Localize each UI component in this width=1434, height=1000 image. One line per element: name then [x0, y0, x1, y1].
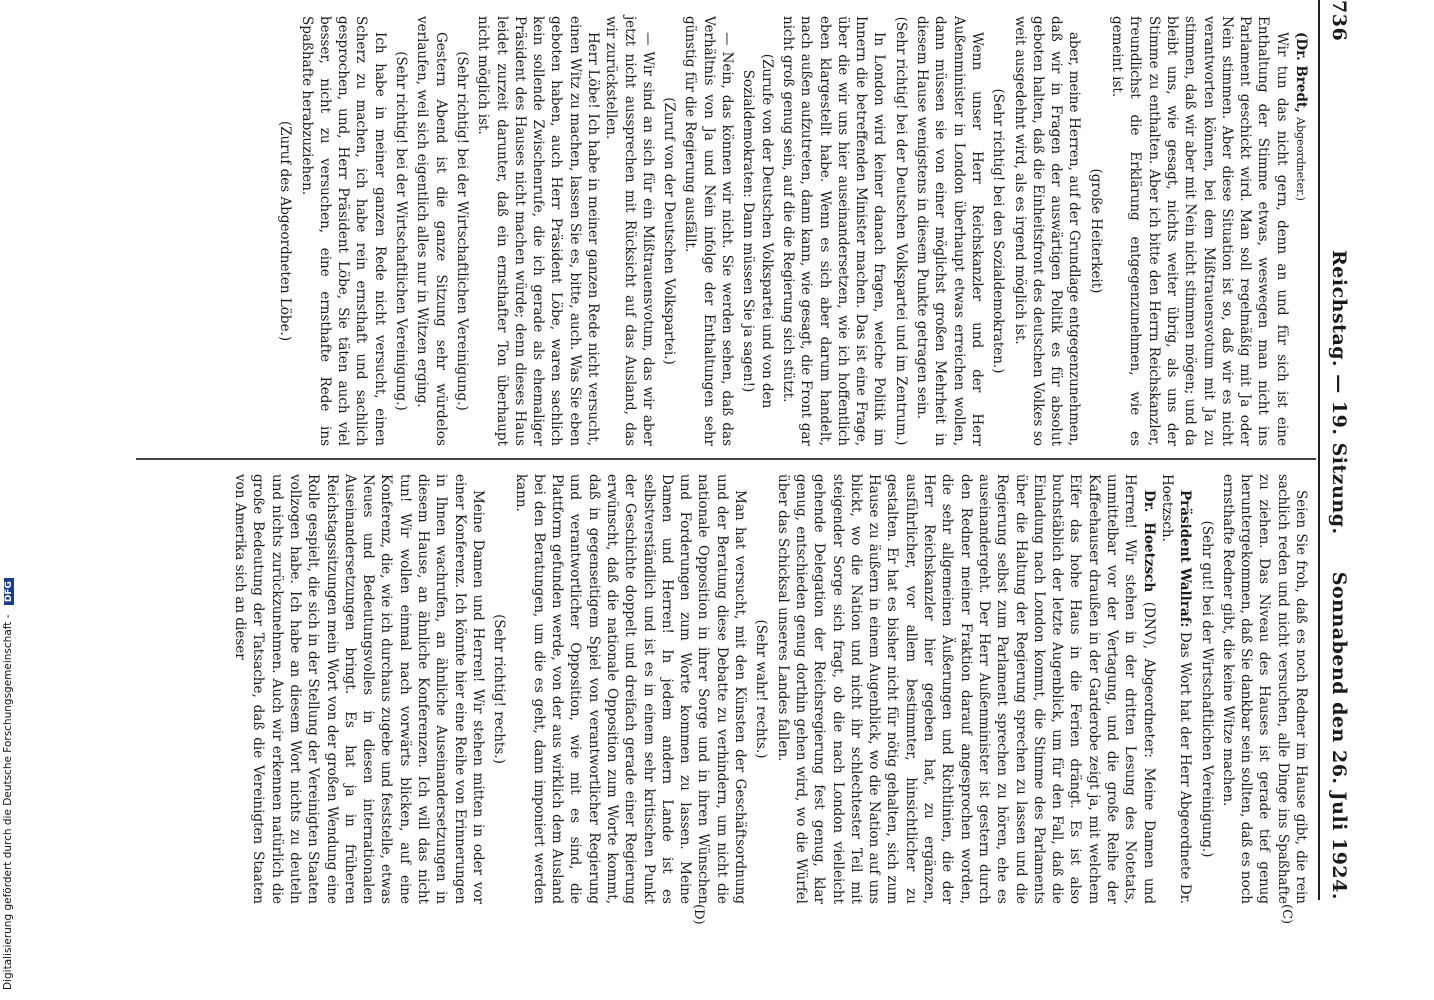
body-paragraph: [413, 16, 450, 446]
header-rule: [1318, 0, 1320, 900]
rotated-page: [110, 0, 1360, 940]
paragraph-text: In London wird keiner danach fragen, welche Politik im Innern die betreffenden Minister machen. Das ist eine Frage, über die wir uns hier auseinandersetzen, wie ich hoffentlich eben klargestellt habe. Wenn es sich aber darum handelt, nach außen aufzutreten, dann kann, wie gesagt, die Front gar nicht groß genug sein, auf die die Regierung sich stützt.: [779, 16, 888, 446]
paragraph-text: — Wir sind an sich für ein Mißtrauensvotum, das wir aber jetzt nicht aussprechen mit Rücksicht auf das Ausland, das wir zurückstellen.: [603, 16, 656, 446]
interjection: (Zuruf des Abgeordneten Löbe.): [277, 120, 294, 342]
body-paragraph: [231, 474, 487, 904]
paragraph-text: Das Wort hat der Herr Abgeordnete Dr. Hoetzsch.: [1158, 474, 1194, 904]
page-header: [1324, 0, 1350, 900]
header-title: Reichstag. — 19. Sitzung.: [1328, 250, 1350, 535]
interjection: (Sehr richtig! bei den Sozialdemokraten.): [990, 88, 1007, 374]
interjection: (Zurufe von der Deutschen Volkspartei und von den Sozialdemokraten: Dann müssen Sie ja sagen!): [740, 53, 775, 409]
paragraph-text: Herr Löbe! Ich habe in meiner ganzen Rede nicht versucht, einen Witz zu machen, lassen Sie es, bitte, auch. Was Sie eben geboten haben, auch Herr Präsident Löbe, waren sachlich kein sollende Zwischenrufe, die ich gerade als ehemaliger Präsident des Hauses nicht machen würde; denn dieses Haus leidet zurzeit darunter, daß ein ernsthafter Ton überhaupt nicht möglich ist.: [475, 16, 602, 446]
page-number: 736: [1328, 0, 1350, 42]
paragraph-text: Gestern Abend ist die ganze Sitzung sehr würdelos verlaufen, weil sich eigentlich alles nur in Witzen erging.: [414, 16, 449, 446]
body-paragraph: [913, 16, 986, 446]
speaker-name: Präsident Wallraf:: [1177, 490, 1194, 628]
interjection: (große Heiterkeit): [1087, 168, 1104, 294]
digitization-note: [2, 10, 14, 990]
body-paragraph: [779, 16, 889, 446]
paragraph-text: (DNV), Abgeordneter: Meine Damen und Herren! Wir stehen in der dritten Lesung des Notetats, unmittelbar vor der Vertagung, und die große Reihe der Kaffeehauser draußen in der Garderobe zeigt ja, mit welchem Eifer das hohe Haus in die Ferien drängt. Es ist also buchstäblich der letzte Augenblick, um für den Fall, daß die Einladung nach London kommt, die Stimme des Parlaments über die Haltung der Regierung sprechen zu lassen und die Regierung selbst zum Parlament sprechen zu hören, ehe es auseinandergeht. Der Herr Außenminister ist gestern durch den Redner meiner Fraktion darauf angesprochen worden, die sehr allgemeinen Äußerungen und Richtlinien, die der Herr Reichskanzler hier gegeben hat, zu ergänzen, ausführlicher, vor allem bestimmter, hinsichtlicher zu gestalten. Er hat es bisher nicht für nötig gehalten, sich zum Hause zu äußern in einem Augenblick, wo die Nation auf uns blickt, wo die Nation und nicht ihr schlechtester Teil mit steigender Sorge sich fragt, ob die nach London vielleicht gehende Delegation der Reichsregierung fest genug, klar genug, entschieden genug dorthin gehen wird, wo die Würfel über das Schicksal unseres Landes fallen.: [774, 474, 1157, 904]
left-column: [273, 16, 1310, 446]
body-paragraph: [511, 474, 749, 904]
body-paragraph: [602, 16, 657, 446]
body-paragraph: [1291, 16, 1310, 446]
body-paragraph: [1108, 16, 1291, 446]
margin-marker-c: (C): [1279, 904, 1294, 925]
paragraph-text: Meine Damen und Herren! Wir stehen mitten in oder vor einer Konferenz. Ich könnte hier eine Reihe von Erinnerungen in Ihnen wachrufen, an ähnliche Auseinandersetzungen in diesem Hause, an ähnliche Konferenzen. Ich will das nicht tun! Wir wollen einmal nach vorwärts blicken, auf eine Konferenz, die, wie ich durchaus zugebe und feststelle, etwas Neues und Bedeutungsvolles in diesen internationalen Auseinandersetzungen bringt. Es hat ja in früheren Reichstagssitzungen mein Wort von der großen Wendung eine Rolle gespielt, die sich in der Stellung der Vereinigten Staaten vollzogen habe. Ich habe an diesem Wort nichts zu deuteln und nichts zurückzunehmen. Auch wir erkennen natürlich die große Bedeutung der Tatsache, daß die Vereinigten Staaten von Amerika sich an dieser: [232, 474, 486, 904]
paragraph-text: Seien Sie froh, daß es noch Redner im Hause gibt, die rein sachlich reden und nicht versuchen, alle Dinge ins Spaßhafte zu ziehen. Das Niveau des Hauses ist gerade tief genug heruntergekommen, daß Sie dankbar sein sollten, daß es noch ernsthafte Redner gibt, die keine Witze machen.: [1219, 474, 1309, 904]
digitization-note-text: Digitalisierung gefördert durch die Deutsche Forschungsgemeinschaft -: [2, 614, 14, 990]
interjection: (Sehr richtig! bei der Deutschen Volkspartei und im Zentrum.): [892, 16, 909, 446]
body-paragraph: [1219, 474, 1310, 904]
paragraph-text: Wenn unser Herr Reichskanzler und der Herr Außenminister in London überhaupt etwas erreichen wollen, dann müssen sie von einer möglichst großen Mehrheit in diesem Hause wenigstens in diesem Punkte getragen sein.: [914, 16, 985, 446]
column-divider: [136, 458, 1316, 460]
paragraph-text: Ich habe in meiner ganzen Rede nicht versucht, einen Scherz zu machen, ich habe rein ernsthaft und sachlich gesprochen, und, Herr Präsident Löbe, Sie täten auch viel besser, nicht zu versuchen, eine ernsthafte Rede ins Spaßhafte herabzuziehen.: [298, 16, 388, 446]
speaker-name: (Dr. Bredt,: [1293, 32, 1309, 113]
body-paragraph: [773, 474, 1157, 904]
interjection: (Sehr richtig! bei der Wirtschaftlichen Vereinigung.): [393, 51, 410, 411]
interjection: (Zuruf von der Deutschen Volkspartei.): [661, 97, 678, 365]
right-column: [231, 474, 1310, 904]
body-paragraph: [297, 16, 388, 446]
body-paragraph: [1010, 16, 1083, 446]
speaker-note: Abgeordneter.): [1294, 117, 1307, 201]
dfg-logo: DFG: [4, 578, 14, 605]
margin-marker-d: (D): [691, 904, 706, 925]
paragraph-text: Man hat versucht, mit den Künsten der Geschäftsordnung und der Beratung diese Debatte zu verhindern, um nicht die nationale Opposition in ihrer Sorge und in ihren Wünschen und Forderungen zum Worte kommen zu lassen. Meine Damen und Herren! In jedem andern Lande ist es selbstverständlich und ist es in einem sehr kritischen Punkt der Geschichte doppelt und dreifach gerade einer Regierung erwünscht, daß die nationale Opposition zum Worte kommt, daß in gegenseitigem Spiel von verantwortlicher Regierung und verantwortlicher Opposition, wie mit es sind, die Plattform gefunden werde, von der aus wirklich dem Ausland bei den Beratungen, um die es geht, dann imponiert werden kann.: [512, 474, 749, 904]
paragraph-text: aber, meine Herren, auf der Grundlage entgegenzunehmen, daß wir in Fragen der auswärtigen Politik es für absolut geboten halten, daß die Einheitsfront des deutschen Volkes so weit ausgedehnt wird, als es irgend möglich ist.: [1011, 16, 1083, 446]
interjection: (Sehr wahr! rechts.): [753, 619, 770, 759]
interjection: (Sehr gut! bei der Wirtschaftlichen Vereinigung.): [1198, 520, 1215, 858]
body-paragraph: [681, 16, 736, 446]
interjection: (Sehr richtig! bei der Wirtschaftlichen Vereinigung.): [453, 51, 470, 411]
paragraph-text: — Nein, das können wir nicht. Sie werden sehen, daß das Verhältnis von Ja und Nein infolge der Enthaltungen sehr günstig für die Regierung ausfällt.: [682, 16, 736, 446]
interjection: (Sehr richtig! rechts.): [491, 614, 508, 764]
header-date: Sonnabend den 26. Juli 1924.: [1328, 571, 1350, 900]
speaker-name: Dr. Hoetzsch: [1140, 490, 1157, 593]
paragraph-text: Wir tun das nicht gern, denn an und für sich ist eine Enthaltung der Stimme etwas, weswegen man nicht ins Parlament geschickt wird. Man soll regelmäßig mit Ja oder Nein stimmen. Aber diese Situation ist so, daß wir es nicht verantworten können, bei dem Mißtrauensvotum mit Ja zu stimmen, daß wir aber mit Nein nicht stimmen mögen; und da bleibt uns, wie gesagt, nichts weiter übrig, als uns der Stimme zu enthalten. Aber ich bitte den Herrn Reichskanzler, freundlichst die Erklärung entgegenzunehmen, wie es gemeint ist.: [1109, 16, 1290, 446]
body-paragraph: [1158, 474, 1195, 904]
body-paragraph: [474, 16, 602, 446]
